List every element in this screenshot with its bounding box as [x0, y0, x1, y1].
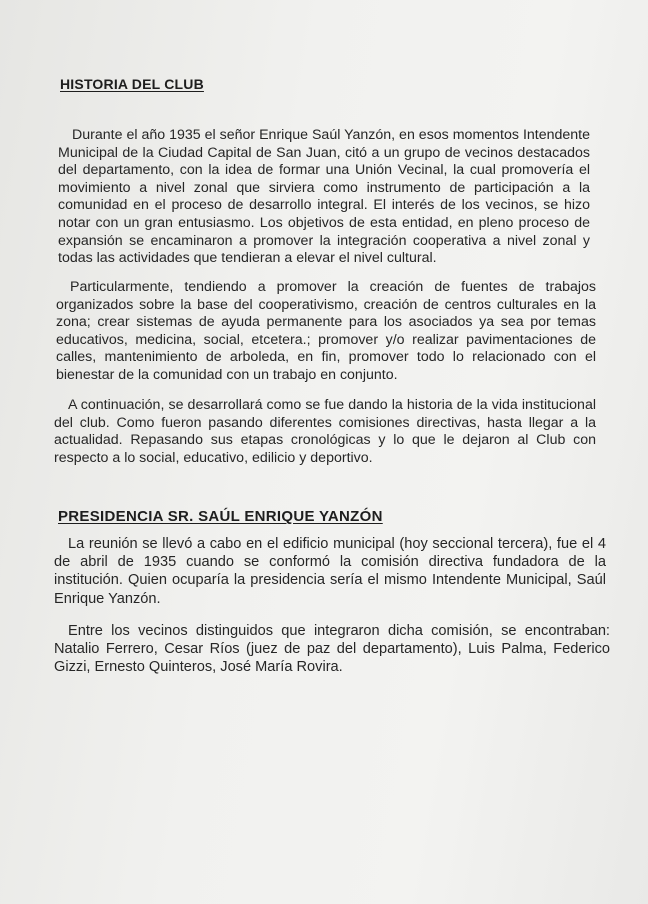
paragraph-text: La reunión se llevó a cabo en el edificio municipal (hoy seccional tercera), fue el 4 de abril de 1935 cuando se conformó la comisión directiva fundadora de la institución. Quien ocuparía la presidencia sería el mismo Intendente Municipal, Saúl Enrique Yanzón. — [54, 536, 606, 607]
paragraph — [56, 279, 596, 385]
section-heading-historia: HISTORIA DEL CLUB — [60, 76, 204, 92]
paragraph-text: Particularmente, tendiendo a promover la creación de fuentes de trabajos organizados sobre la base del cooperativismo, creación de centros culturales en la zona; crear sistemas de ayuda permanente para los asociados ya sea por temas educativos, medicina, social, etcetera.; promover y/o realizar pavimentaciones de calles, mantenimiento de arboleda, en fin, promover todo lo relacionado con el bienestar de la comunidad con un trabajo en conjunto. — [56, 279, 596, 383]
section-heading-presidencia: PRESIDENCIA SR. SAÚL ENRIQUE YANZÓN — [58, 508, 383, 525]
paragraph — [54, 535, 606, 608]
paragraph — [54, 397, 596, 467]
paragraph-text: Entre los vecinos distinguidos que integraron dicha comisión, se encontraban: Natalio Ferrero, Cesar Ríos (juez de paz del departamento), Luis Palma, Federico Gizzi, Ernesto Quinteros, José María Rovira. — [54, 623, 610, 676]
paragraph — [58, 127, 590, 268]
paragraph-text: Durante el año 1935 el señor Enrique Saúl Yanzón, en esos momentos Intendente Municipal de la Ciudad Capital de San Juan, citó a un grupo de vecinos destacados del departamento, con la idea de formar una Unión Vecinal, la cual promovería el movimiento a nivel zonal que sirviera como instrumento de participación a la comunidad en el proceso de desarrollo integral. El interés de los vecinos, se hizo notar con un gran entusiasmo. Los objetivos de esta entidad, en pleno proceso de expansión se encaminaron a promover la integración cooperativa a nivel zonal y todas las actividades que tendieran a elevar el nivel cultural. — [58, 127, 590, 267]
paragraph — [54, 622, 610, 677]
paragraph-text: A continuación, se desarrollará como se fue dando la historia de la vida institucional del club. Como fueron pasando diferentes comisiones directivas, hasta llegar a la actualidad. Repasando sus etapas cronológicas y lo que le dejaron al Club con respecto a lo social, educativo, edilicio y deportivo. — [54, 397, 596, 466]
